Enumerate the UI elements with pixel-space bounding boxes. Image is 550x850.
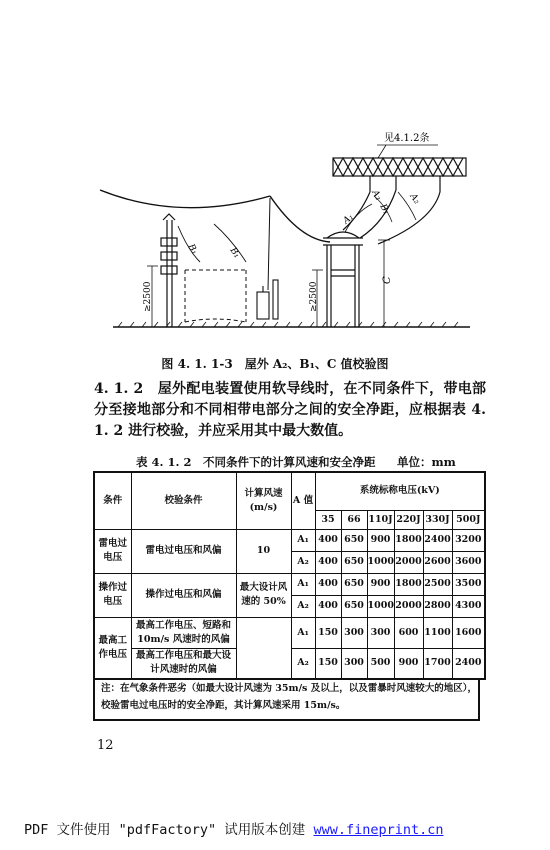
vehicle-clearance-outline	[185, 270, 246, 322]
left-height-label: ≥2500	[143, 281, 153, 312]
value-cell: 1000	[367, 595, 394, 617]
b1-label-gantry: B₁	[377, 202, 392, 217]
table-row	[94, 573, 485, 595]
overhead-gantry	[333, 158, 466, 176]
value-cell: 300	[341, 617, 367, 648]
right-height-label: ≥2500	[309, 281, 319, 312]
pdf-footer	[24, 818, 443, 838]
value-cell: 150	[315, 648, 341, 679]
footer-text: PDF 文件使用 "pdfFactory" 试用版本创建	[24, 822, 314, 838]
value-cell: 400	[315, 551, 341, 573]
value-cell: 1100	[423, 617, 452, 648]
value-cell: 3500	[452, 573, 485, 595]
a-value-cell: A₁	[291, 617, 315, 648]
a-value-cell: A₂	[291, 551, 315, 573]
c-label: C	[382, 276, 393, 284]
b1-arc-right	[214, 224, 246, 262]
condition-cell: 雷电过电压	[94, 529, 131, 573]
value-cell: 2400	[423, 529, 452, 551]
header-wind-speed: 计算风速(m/s)	[236, 472, 291, 529]
value-cell: 2000	[394, 595, 423, 617]
value-cell: 300	[341, 648, 367, 679]
header-condition: 条件	[94, 472, 131, 529]
a-value-cell: A₁	[291, 573, 315, 595]
left-conductor	[100, 190, 270, 208]
table-row	[94, 617, 485, 648]
value-cell: 300	[367, 617, 394, 648]
page-number: 12	[97, 738, 114, 753]
value-cell: 400	[315, 529, 341, 551]
wind-speed-cell: 10	[236, 529, 291, 573]
value-cell: 900	[367, 529, 394, 551]
header-voltage-group: 系统标称电压(kV)	[315, 472, 485, 510]
value-cell: 600	[394, 617, 423, 648]
value-cell: 650	[341, 529, 367, 551]
value-cell: 2500	[423, 573, 452, 595]
value-cell: 500	[367, 648, 394, 679]
value-cell: 400	[315, 595, 341, 617]
b1-label-right: B₁	[227, 245, 242, 261]
header-voltage: 66	[341, 510, 367, 529]
a2-label-2: A₂	[407, 191, 422, 207]
figure-caption: 图 4. 1. 1-3 屋外 A₂、B₁、C 值校验图	[161, 357, 389, 371]
a1-label: A₁	[341, 212, 356, 227]
check-condition-cell: 最高工作电压、短路和10m/s 风速时的风偏	[131, 617, 236, 648]
clearance-table	[93, 471, 486, 680]
a-value-cell: A₁	[291, 529, 315, 551]
value-cell: 2600	[423, 551, 452, 573]
a2-label-1: A₂	[369, 188, 384, 203]
header-a-value: A 值	[291, 472, 315, 529]
a-value-cell: A₂	[291, 595, 315, 617]
wind-speed-cell: 最大设计风速的 50%	[236, 573, 291, 617]
value-cell: 150	[315, 617, 341, 648]
condition-cell: 操作过电压	[94, 573, 131, 617]
wind-speed-cell	[236, 617, 291, 679]
value-cell: 650	[341, 551, 367, 573]
value-cell: 650	[341, 595, 367, 617]
value-cell: 1800	[394, 529, 423, 551]
value-cell: 1000	[367, 551, 394, 573]
b1-arc-left	[178, 226, 200, 262]
header-check-condition: 校验条件	[131, 472, 236, 529]
table-note: 注：在气象条件恶劣（如最大设计风速为 35m/s 及以上，以及雷暴时风速较大的地区），校验雷电过电压时的安全净距，其计算风速采用 15m/s。	[93, 678, 480, 721]
value-cell: 2400	[452, 648, 485, 679]
value-cell: 900	[394, 648, 423, 679]
safety-clearance-diagram	[0, 0, 550, 360]
header-voltage: 330J	[423, 510, 452, 529]
right-conductor	[270, 196, 330, 242]
check-condition-cell: 操作过电压和风偏	[131, 573, 236, 617]
check-condition-cell: 最高工作电压和最大设计风速时的风偏	[131, 648, 236, 679]
ref-label: 见4.1.2条	[384, 133, 430, 144]
value-cell: 650	[341, 573, 367, 595]
footer-link[interactable]: www.fineprint.cn	[313, 822, 444, 838]
condition-cell: 最高工作电压	[94, 617, 131, 679]
table-title: 表 4. 1. 2 不同条件下的计算风速和安全净距	[136, 455, 376, 469]
value-cell: 1800	[394, 573, 423, 595]
value-cell: 3600	[452, 551, 485, 573]
b1-label-left: B₁	[185, 242, 200, 257]
value-cell: 1700	[423, 648, 452, 679]
header-voltage: 500J	[452, 510, 485, 529]
value-cell: 2800	[423, 595, 452, 617]
a-value-cell: A₂	[291, 648, 315, 679]
clause-4-1-2: 4. 1. 2 屋外配电装置使用软导线时，在不同条件下，带电部分至接地部分和不同相带电部分之间的安全净距，应根据表 4. 1. 2 进行校验，并应采用其中最大数值。	[94, 381, 486, 439]
middle-equipment	[257, 280, 278, 319]
table-row	[94, 529, 485, 551]
value-cell: 400	[315, 573, 341, 595]
header-voltage: 110J	[367, 510, 394, 529]
left-insulator	[161, 214, 177, 327]
value-cell: 2000	[394, 551, 423, 573]
value-cell: 3200	[452, 529, 485, 551]
table-unit: 单位：mm	[397, 455, 456, 469]
right-support-structure	[323, 232, 363, 327]
header-voltage: 220J	[394, 510, 423, 529]
ref-leader	[378, 145, 386, 158]
check-condition-cell: 雷电过电压和风偏	[131, 529, 236, 573]
middle-dropper	[268, 198, 270, 290]
value-cell: 900	[367, 573, 394, 595]
value-cell: 1600	[452, 617, 485, 648]
value-cell: 4300	[452, 595, 485, 617]
header-voltage: 35	[315, 510, 341, 529]
